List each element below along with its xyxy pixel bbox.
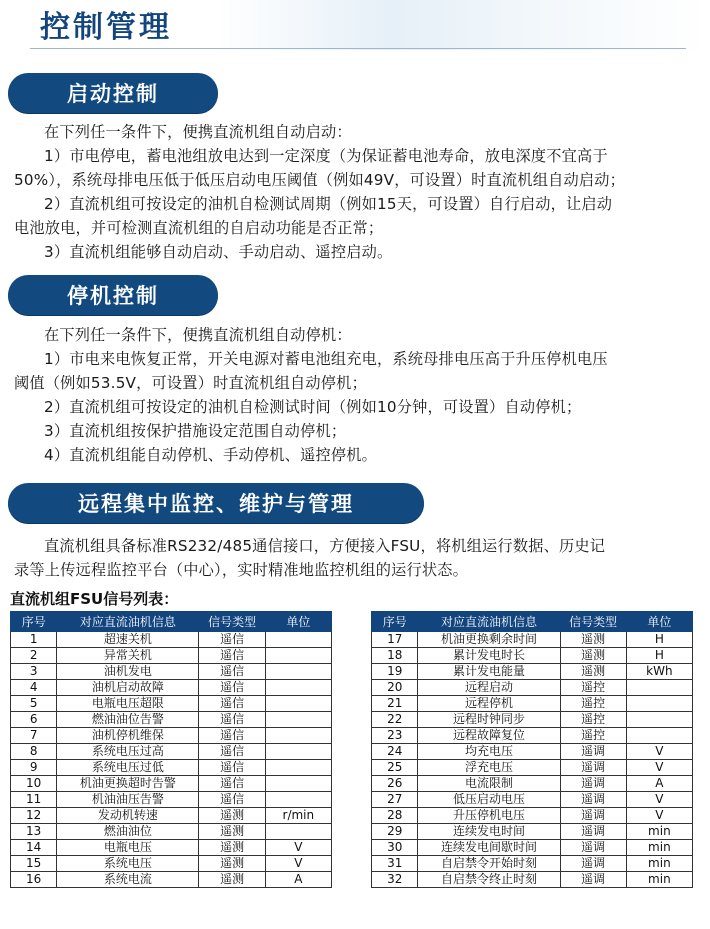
text-line: 4）直流机组能自动停机、手动停机、遥控停机。 [44, 446, 378, 464]
cell-unit [626, 696, 692, 712]
cell-unit: min [626, 840, 692, 856]
cell-unit [265, 712, 331, 728]
cell-number: 12 [11, 808, 57, 824]
table-row [372, 760, 693, 776]
cell-number: 17 [372, 632, 418, 648]
cell-unit [265, 760, 331, 776]
cell-info: 电瓶电压超限 [57, 696, 199, 712]
table-row [372, 632, 693, 648]
text-line: 录等上传远程监控平台（中心），实时精准地监控机组的运行状态。 [14, 561, 469, 579]
table-row [372, 744, 693, 760]
header-cell-unit: 单位 [265, 612, 331, 632]
text-line: 阈值（例如53.5V，可设置）时直流机组自动停机； [14, 374, 367, 392]
cell-signal-type: 遥调 [560, 856, 626, 872]
cell-number: 30 [372, 840, 418, 856]
cell-info: 远程故障复位 [418, 728, 560, 744]
table-row [11, 664, 332, 680]
cell-signal-type: 遥调 [560, 872, 626, 888]
cell-unit [265, 744, 331, 760]
cell-number: 8 [11, 744, 57, 760]
cell-number: 4 [11, 680, 57, 696]
cell-info: 机油更换超时告警 [57, 776, 199, 792]
header-cell-signal-type: 信号类型 [560, 612, 626, 632]
cell-unit: min [626, 872, 692, 888]
cell-unit [265, 824, 331, 840]
table-row [11, 632, 332, 648]
cell-info: 异常关机 [57, 648, 199, 664]
text-line: 2）直流机组可按设定的油机自检测试时间（例如10分钟，可设置）自动停机； [44, 398, 582, 416]
text-line: 在下列任一条件下，便携直流机组自动停机： [44, 326, 352, 344]
cell-number: 13 [11, 824, 57, 840]
cell-unit [626, 728, 692, 744]
header-cell-signal-type: 信号类型 [199, 612, 265, 632]
remote-monitoring-paragraph [14, 534, 700, 582]
cell-unit: A [265, 872, 331, 888]
cell-signal-type: 遥控 [560, 680, 626, 696]
table-row [372, 696, 693, 712]
cell-info: 超速关机 [57, 632, 199, 648]
table-row [372, 648, 693, 664]
cell-number: 15 [11, 856, 57, 872]
section-heading-shutdown: 停机控制 [8, 275, 218, 315]
cell-unit: V [265, 840, 331, 856]
cell-signal-type: 遥测 [199, 840, 265, 856]
cell-info: 系统电压 [57, 856, 199, 872]
signal-table-right [371, 611, 693, 888]
table-row [11, 824, 332, 840]
cell-signal-type: 遥测 [199, 872, 265, 888]
cell-info: 远程时钟同步 [418, 712, 560, 728]
header-divider [30, 48, 686, 49]
cell-signal-type: 遥调 [560, 792, 626, 808]
table-row [372, 712, 693, 728]
cell-unit: V [626, 744, 692, 760]
cell-info: 累计发电能量 [418, 664, 560, 680]
cell-signal-type: 遥调 [560, 744, 626, 760]
cell-number: 27 [372, 792, 418, 808]
cell-signal-type: 遥调 [560, 824, 626, 840]
text-line: 3）直流机组能够自动启动、手动启动、遥控启动。 [44, 243, 393, 261]
cell-info: 电流限制 [418, 776, 560, 792]
table-row [372, 728, 693, 744]
cell-signal-type: 遥信 [199, 776, 265, 792]
cell-signal-type: 遥信 [199, 648, 265, 664]
cell-unit [265, 776, 331, 792]
signal-table-title: 直流机组FSU信号列表： [10, 590, 179, 608]
shutdown-paragraph [14, 323, 700, 467]
cell-signal-type: 遥信 [199, 696, 265, 712]
cell-number: 22 [372, 712, 418, 728]
table-row [11, 744, 332, 760]
cell-number: 32 [372, 872, 418, 888]
cell-number: 7 [11, 728, 57, 744]
cell-info: 远程启动 [418, 680, 560, 696]
cell-info: 累计发电时长 [418, 648, 560, 664]
cell-unit [265, 728, 331, 744]
cell-info: 连续发电时间 [418, 824, 560, 840]
header-cell-number: 序号 [372, 612, 418, 632]
cell-unit: V [626, 808, 692, 824]
cell-info: 燃油油位告警 [57, 712, 199, 728]
table-header-row [372, 612, 693, 632]
cell-number: 20 [372, 680, 418, 696]
text-line: 2）直流机组可按设定的油机自检测试周期（例如15天，可设置）自行启动，让启动 [44, 195, 613, 213]
cell-info: 均充电压 [418, 744, 560, 760]
table-row [11, 856, 332, 872]
cell-number: 14 [11, 840, 57, 856]
cell-signal-type: 遥测 [560, 632, 626, 648]
cell-unit: min [626, 824, 692, 840]
cell-number: 18 [372, 648, 418, 664]
cell-info: 系统电压过高 [57, 744, 199, 760]
cell-unit [265, 664, 331, 680]
cell-number: 10 [11, 776, 57, 792]
header-cell-info: 对应直流油机信息 [418, 612, 560, 632]
table-row [11, 648, 332, 664]
cell-signal-type: 遥信 [199, 760, 265, 776]
cell-info: 浮充电压 [418, 760, 560, 776]
cell-unit: V [265, 856, 331, 872]
cell-signal-type: 遥测 [199, 824, 265, 840]
cell-signal-type: 遥控 [560, 712, 626, 728]
cell-signal-type: 遥测 [560, 648, 626, 664]
cell-signal-type: 遥信 [199, 680, 265, 696]
cell-unit [626, 680, 692, 696]
cell-signal-type: 遥调 [560, 776, 626, 792]
cell-unit [265, 632, 331, 648]
cell-number: 1 [11, 632, 57, 648]
cell-info: 升压停机电压 [418, 808, 560, 824]
table-row [372, 856, 693, 872]
text-line: 50%），系统母排电压低于低压启动电压阈值（例如49V，可设置）时直流机组自动启动； [14, 171, 626, 189]
cell-info: 自启禁令终止时刻 [418, 872, 560, 888]
cell-signal-type: 遥控 [560, 696, 626, 712]
cell-info: 自启禁令开始时刻 [418, 856, 560, 872]
cell-number: 29 [372, 824, 418, 840]
cell-number: 9 [11, 760, 57, 776]
cell-unit: V [626, 760, 692, 776]
cell-info: 电瓶电压 [57, 840, 199, 856]
cell-signal-type: 遥调 [560, 760, 626, 776]
cell-signal-type: 遥调 [560, 840, 626, 856]
cell-signal-type: 遥信 [199, 744, 265, 760]
table-header-row [11, 612, 332, 632]
cell-info: 发动机转速 [57, 808, 199, 824]
cell-signal-type: 遥测 [560, 664, 626, 680]
table-row [11, 728, 332, 744]
cell-number: 23 [372, 728, 418, 744]
cell-number: 5 [11, 696, 57, 712]
cell-number: 26 [372, 776, 418, 792]
cell-number: 11 [11, 792, 57, 808]
cell-signal-type: 遥信 [199, 728, 265, 744]
table-row [372, 776, 693, 792]
cell-unit [265, 696, 331, 712]
cell-signal-type: 遥调 [560, 808, 626, 824]
cell-unit [265, 648, 331, 664]
cell-info: 油机发电 [57, 664, 199, 680]
cell-info: 机油油压告警 [57, 792, 199, 808]
table-row [11, 760, 332, 776]
table-row [11, 712, 332, 728]
signal-table-right-body [372, 632, 693, 888]
cell-info: 系统电流 [57, 872, 199, 888]
cell-unit: H [626, 648, 692, 664]
cell-signal-type: 遥测 [199, 856, 265, 872]
signal-table-left [10, 611, 332, 888]
cell-number: 21 [372, 696, 418, 712]
table-row [11, 776, 332, 792]
cell-info: 油机停机维保 [57, 728, 199, 744]
cell-number: 16 [11, 872, 57, 888]
cell-unit: A [626, 776, 692, 792]
cell-info: 远程停机 [418, 696, 560, 712]
cell-unit [265, 680, 331, 696]
cell-number: 25 [372, 760, 418, 776]
table-row [11, 840, 332, 856]
cell-signal-type: 遥信 [199, 792, 265, 808]
cell-unit: r/min [265, 808, 331, 824]
cell-signal-type: 遥信 [199, 712, 265, 728]
table-row [372, 824, 693, 840]
section-heading-remote-monitoring: 远程集中监控、维护与管理 [8, 483, 424, 523]
cell-signal-type: 遥信 [199, 664, 265, 680]
header-cell-number: 序号 [11, 612, 57, 632]
cell-info: 系统电压过低 [57, 760, 199, 776]
signal-table-left-body [11, 632, 332, 888]
cell-info: 燃油油位 [57, 824, 199, 840]
cell-unit: kWh [626, 664, 692, 680]
cell-unit [265, 792, 331, 808]
cell-info: 油机启动故障 [57, 680, 199, 696]
table-row [11, 872, 332, 888]
text-line: 电池放电，并可检测直流机组的自启动功能是否正常； [14, 219, 384, 237]
table-row [372, 664, 693, 680]
cell-signal-type: 遥控 [560, 728, 626, 744]
section-heading-startup: 启动控制 [8, 73, 218, 113]
table-row [372, 840, 693, 856]
table-row [372, 680, 693, 696]
cell-unit: V [626, 792, 692, 808]
cell-signal-type: 遥信 [199, 632, 265, 648]
table-row [11, 680, 332, 696]
text-line: 1）市电来电恢复正常，开关电源对蓄电池组充电，系统母排电压高于升压停机电压 [44, 350, 608, 368]
text-line: 直流机组具备标准RS232/485通信接口，方便接入FSU，将机组运行数据、历史记 [44, 537, 606, 555]
cell-number: 3 [11, 664, 57, 680]
cell-info: 低压启动电压 [418, 792, 560, 808]
cell-number: 2 [11, 648, 57, 664]
cell-unit: min [626, 856, 692, 872]
text-line: 在下列任一条件下，便携直流机组自动启动： [44, 123, 352, 141]
cell-info: 连续发电间歇时间 [418, 840, 560, 856]
cell-number: 6 [11, 712, 57, 728]
cell-number: 31 [372, 856, 418, 872]
text-line: 1）市电停电，蓄电池组放电达到一定深度（为保证蓄电池寿命，放电深度不宜高于 [44, 147, 608, 165]
cell-info: 机油更换剩余时间 [418, 632, 560, 648]
text-line: 3）直流机组按保护措施设定范围自动停机； [44, 422, 347, 440]
cell-unit: H [626, 632, 692, 648]
startup-paragraph [14, 120, 700, 264]
cell-number: 28 [372, 808, 418, 824]
cell-number: 24 [372, 744, 418, 760]
table-row [11, 696, 332, 712]
table-row [11, 808, 332, 824]
cell-unit [626, 712, 692, 728]
table-row [372, 792, 693, 808]
table-row [372, 872, 693, 888]
header-cell-info: 对应直流油机信息 [57, 612, 199, 632]
cell-number: 19 [372, 664, 418, 680]
table-row [372, 808, 693, 824]
page-title: 控制管理 [40, 10, 172, 45]
header-cell-unit: 单位 [626, 612, 692, 632]
table-row [11, 792, 332, 808]
cell-signal-type: 遥测 [199, 808, 265, 824]
